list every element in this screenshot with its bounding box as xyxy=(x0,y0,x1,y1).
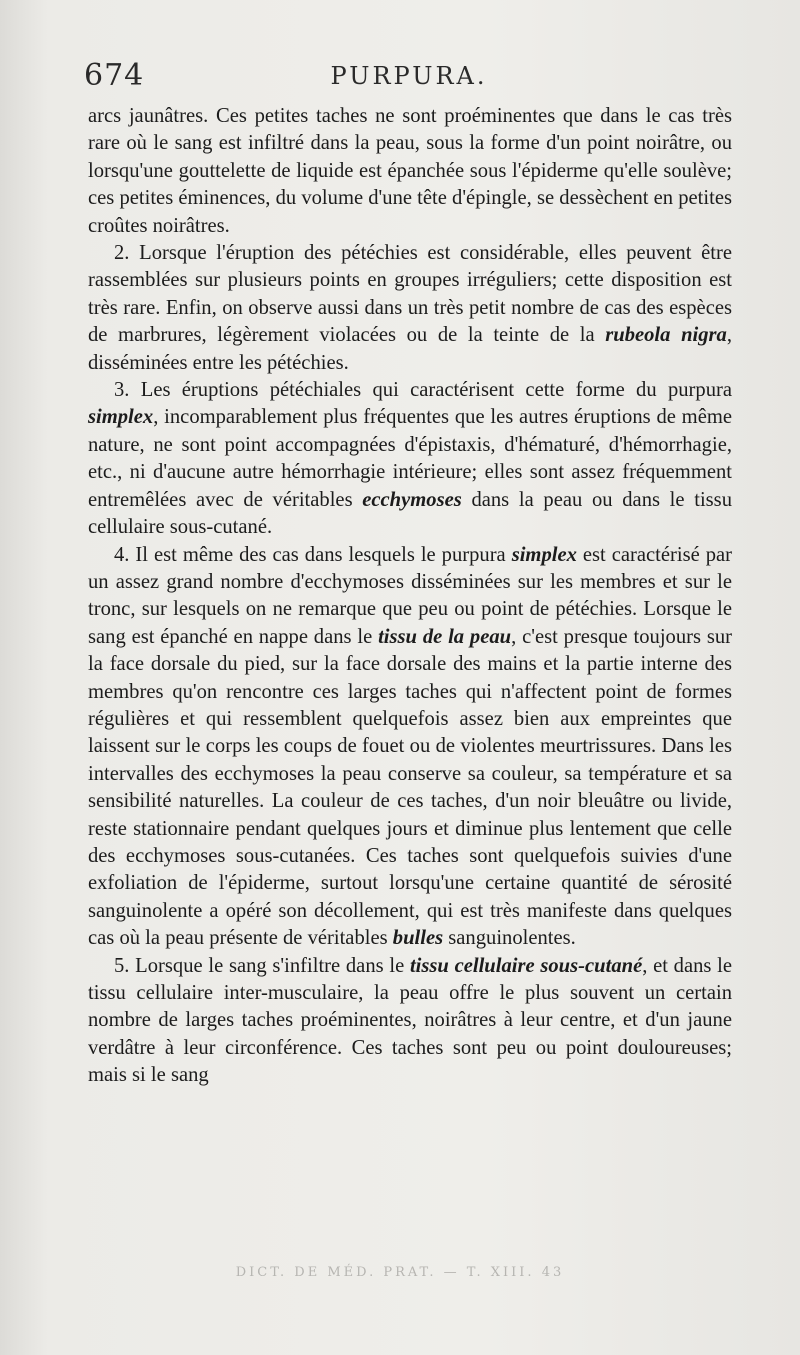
signature-line: DICT. DE MÉD. PRAT. — T. XIII. xyxy=(235,1265,535,1280)
text-run: dans la peau ou dans le tissu cellulaire sous-cutané. xyxy=(88,488,732,539)
text-run: 3. Les éruptions pétéchiales qui caractérisent cette forme du purpura xyxy=(114,379,732,402)
italic-run: simplex xyxy=(511,543,577,566)
paragraph xyxy=(88,103,732,240)
running-head: PURPURA. xyxy=(330,62,488,90)
paragraph xyxy=(88,542,732,953)
paragraph xyxy=(88,240,732,377)
italic-run: simplex xyxy=(88,406,154,429)
italic-run: tissu cellulaire sous-cutané xyxy=(409,954,643,977)
text-run: , incomparablement plus fréquentes que les autres éruptions de même nature, ne sont point accompagnées d'épistaxis, d'hématuré, d'hémorrhagie, etc., ni d'aucune autre hémorrhagie intérieure; elles sont assez fréquemment entremêlées avec de véritables xyxy=(88,406,732,511)
page-header xyxy=(84,56,734,96)
italic-run: bulles xyxy=(392,927,444,950)
text-run: 2. Lorsque l'éruption des pétéchies est considérable, elles peuvent être rassemblées sur plusieurs points en groupes irréguliers; cette disposition est très rare. Enfin, on observe aussi dans un très petit nombre de cas des espèces de marbrures, légèrement violacées ou de la teinte de la xyxy=(88,242,732,347)
text-run: sanguinolentes. xyxy=(443,927,576,950)
sheet-mark: 43 xyxy=(541,1265,565,1280)
text-run: , c'est presque toujours sur la face dorsale du pied, sur la face dorsale des mains et la partie interne des membres qu'on rencontre ces larges taches qui n'affectent point de formes régulières et qui ressemblent quelquefois assez bien aux empreintes que laissent sur le corps les coups de fouet ou de violentes meurtrissures. Dans les intervalles des ecchymoses la peau conserve sa couleur, sa température et sa sensibilité naturelles. La couleur de ces taches, d'un noir bleuâtre ou livide, reste stationnaire pendant quelques jours et diminue plus lentement que celle des ecchymoses sous-cutanées. Ces taches sont quelquefois suivies d'une exfoliation de l'épiderme, surtout lorsqu'une certaine quantité de sérosité sanguinolente a opéré son décollement, qui est très manifeste dans quelques cas où la peau présente de véritables xyxy=(88,625,733,950)
body-text xyxy=(88,103,732,1090)
paragraph xyxy=(88,953,732,1090)
text-run: 4. Il est même des cas dans lesquels le purpura xyxy=(114,543,512,566)
text-run: , disséminées entre les pétéchies. xyxy=(88,324,733,374)
italic-run: ecchymoses xyxy=(362,488,462,511)
text-run: 5. Lorsque le sang s'infiltre dans le xyxy=(114,954,410,977)
printer-signature xyxy=(150,1265,650,1280)
italic-run: rubeola nigra xyxy=(605,324,727,347)
paragraph xyxy=(88,377,732,541)
text-run: est caractérisé par un assez grand nombre d'ecchymoses disséminées sur les membres et sur le tronc, sur lesquels on ne remarque que peu ou point de pétéchies. Lorsque le sang est épanché en nappe dans le xyxy=(88,543,733,648)
text-run: arcs jaunâtres. Ces petites taches ne sont proéminentes que dans le cas très rare où le sang est infiltré dans la peau, sous la forme d'un point noirâtre, ou lorsqu'une gouttelette de liquide est épanchée sous l'épiderme qu'elle soulève; ces petites éminences, du volume d'une tête d'épingle, se dessèchent en petites croûtes noirâtres. xyxy=(88,105,732,237)
italic-run: tissu de la peau xyxy=(378,625,512,648)
text-run: , et dans le tissu cellulaire inter-musculaire, la peau offre le plus souvent un certain nombre de larges taches proéminentes, noirâtres à leur centre, et d'un jaune verdâtre à leur circonférence. Ces taches sont peu ou point douloureuses; mais si le sang xyxy=(88,954,732,1087)
page-number: 674 xyxy=(84,58,145,93)
